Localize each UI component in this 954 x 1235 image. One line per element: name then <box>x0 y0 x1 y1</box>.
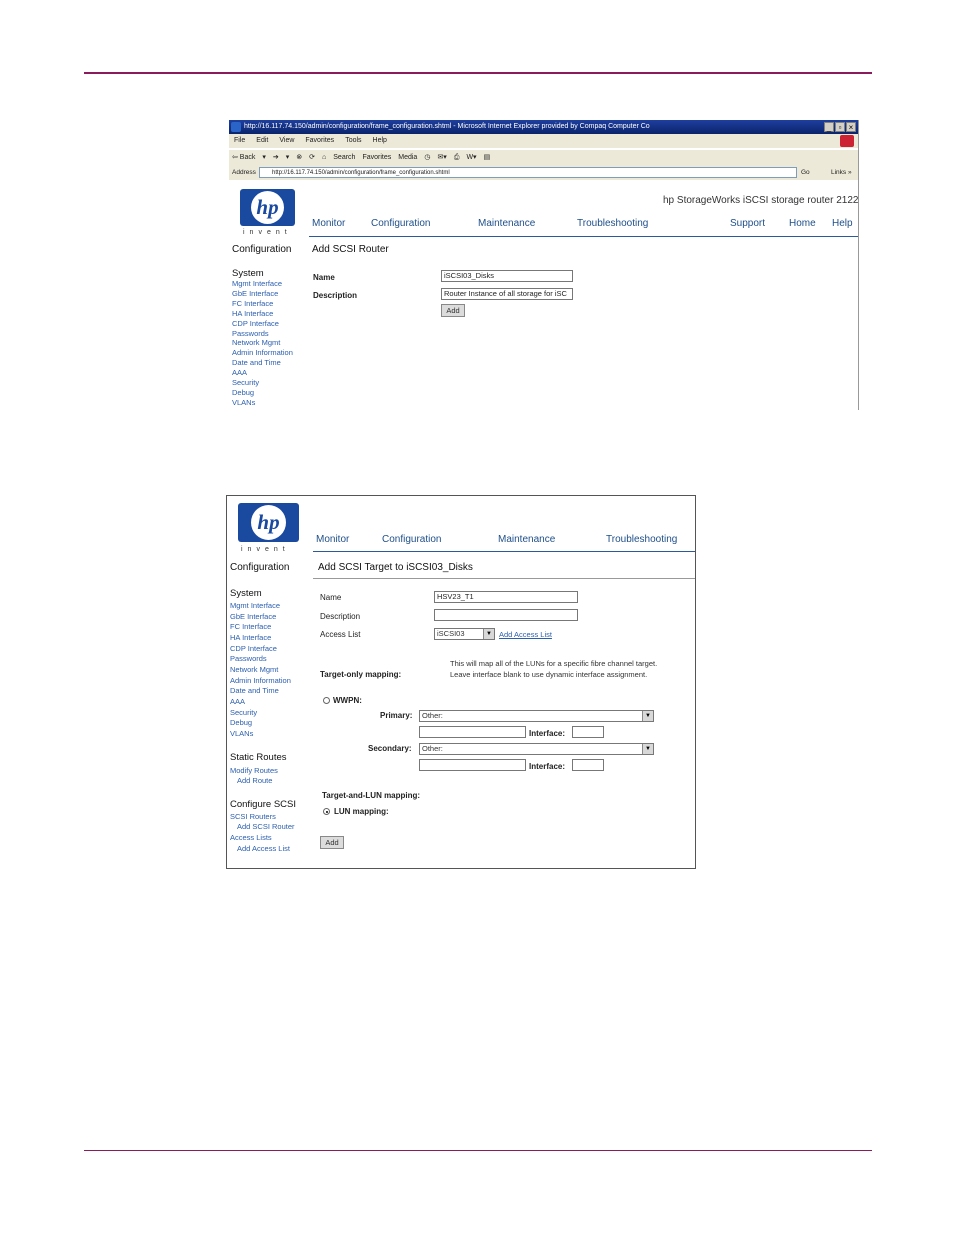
description-label: Description <box>320 612 361 621</box>
sidebar-link-debug[interactable]: Debug <box>230 718 253 728</box>
back-button[interactable]: ⇦ Back <box>232 154 256 161</box>
secondary-wwpn-input[interactable] <box>419 759 526 771</box>
mail-icon[interactable]: ✉▾ <box>437 154 447 161</box>
nav-maintenance[interactable]: Maintenance <box>478 218 536 229</box>
browser-toolbar <box>229 149 858 167</box>
description-input[interactable]: Router Instance of all storage for iSC <box>441 288 573 300</box>
sidebar-link-cdp-interface[interactable]: CDP Interface <box>232 318 279 328</box>
search-button[interactable]: Search <box>333 154 356 161</box>
forward-button[interactable]: ➔ <box>272 154 279 161</box>
primary-interface-input[interactable] <box>572 726 604 738</box>
nav-underline <box>313 551 696 552</box>
hp-logo-text: hp <box>251 505 286 540</box>
sidebar-link-fc-interface[interactable]: FC Interface <box>232 298 274 308</box>
target-only-mapping-label: Target-only mapping: <box>320 670 402 679</box>
access-list-label: Access List <box>320 630 361 639</box>
sidebar-link-mgmt-interface[interactable]: Mgmt Interface <box>230 601 281 610</box>
sidebar-link-passwords[interactable]: Passwords <box>232 328 269 338</box>
browser-title: http://16.117.74.150/admin/configuration/frame_configuration.shtml - Microsoft Internet Explorer provided by Compaq Computer Co <box>244 123 650 130</box>
nav-underline <box>309 236 858 237</box>
sidebar-head-configure-scsi: Configure SCSI <box>230 799 297 810</box>
sidebar-link-gbe-interface[interactable]: GbE Interface <box>232 288 279 298</box>
secondary-value: Other: <box>422 744 443 753</box>
address-input[interactable]: http://16.117.74.150/admin/configuration/frame_configuration.shtml <box>259 167 797 178</box>
ie-icon <box>231 122 241 132</box>
sidebar-link-modify-routes[interactable]: Modify Routes <box>230 766 278 775</box>
sidebar-link-network-mgmt[interactable]: Network Mgmt <box>230 664 279 674</box>
target-only-mapping-note: This will map all of the LUNs for a specific fibre channel target. Leave interface blank to use dynamic interface assignment. <box>450 659 658 679</box>
invent-tagline: invent <box>241 546 290 553</box>
name-input[interactable]: iSCSI03_Disks <box>441 270 573 282</box>
discuss-icon[interactable]: ▤ <box>483 154 491 161</box>
footer-rule <box>84 1150 872 1151</box>
add-access-list-link[interactable]: Add Access List <box>499 630 552 639</box>
browser-title-bar <box>229 120 858 134</box>
menu-favorites[interactable]: Favorites <box>305 137 335 144</box>
browser-logo-icon <box>840 135 854 147</box>
links-button[interactable]: Links » <box>831 169 852 176</box>
section-title: Configuration <box>232 244 292 255</box>
target-and-lun-mapping-label: Target-and-LUN mapping: <box>322 791 421 800</box>
refresh-icon[interactable]: ⟳ <box>309 154 316 161</box>
nav-maintenance[interactable]: Maintenance <box>498 534 556 545</box>
sidebar-link-vlans[interactable]: VLANs <box>230 728 254 738</box>
chevron-down-icon: ▼ <box>642 744 653 754</box>
hp-logo <box>238 503 299 542</box>
sidebar-link-mgmt-interface[interactable]: Mgmt Interface <box>232 279 283 288</box>
window-controls <box>824 122 856 132</box>
add-button[interactable]: Add <box>320 836 344 849</box>
access-list-value: iSCSI03 <box>437 629 465 638</box>
hp-logo-text: hp <box>251 191 284 224</box>
chevron-down-icon: ▼ <box>483 629 494 639</box>
add-button[interactable]: Add <box>441 304 465 317</box>
sidebar-link-gbe-interface[interactable]: GbE Interface <box>230 611 277 621</box>
page-title: Add SCSI Router <box>312 244 389 255</box>
nav-monitor[interactable]: Monitor <box>316 534 350 545</box>
home-icon[interactable]: ⌂ <box>322 154 327 161</box>
secondary-interface-label: Interface: <box>529 762 566 771</box>
history-icon[interactable]: ◷ <box>424 154 431 161</box>
sidebar-link-scsi-routers[interactable]: SCSI Routers <box>230 812 276 821</box>
nav-monitor[interactable]: Monitor <box>312 218 346 229</box>
lun-mapping-radio[interactable] <box>323 808 330 815</box>
menu-edit[interactable]: Edit <box>256 137 269 144</box>
primary-wwpn-input[interactable] <box>419 726 526 738</box>
nav-configuration[interactable]: Configuration <box>382 534 442 545</box>
nav-configuration[interactable]: Configuration <box>371 218 431 229</box>
title-underline <box>313 578 696 579</box>
primary-value: Other: <box>422 711 443 720</box>
sidebar-link-fc-interface[interactable]: FC Interface <box>230 622 272 632</box>
hp-logo <box>240 189 295 226</box>
secondary-interface-input[interactable] <box>572 759 604 771</box>
nav-troubleshooting[interactable]: Troubleshooting <box>577 218 649 229</box>
secondary-select[interactable] <box>419 743 654 755</box>
lun-mapping-label: LUN mapping: <box>334 807 389 816</box>
sidebar-link-debug[interactable]: Debug <box>232 387 255 397</box>
wwpn-label: WWPN: <box>333 696 362 705</box>
name-label: Name <box>313 273 335 282</box>
favorites-button[interactable]: Favorites <box>362 154 392 161</box>
nav-support[interactable]: Support <box>730 218 766 229</box>
sidebar-head-system: System <box>230 588 262 599</box>
nav-troubleshooting[interactable]: Troubleshooting <box>606 534 678 545</box>
nav-help[interactable]: Help <box>832 218 853 229</box>
sidebar-link-network-mgmt[interactable]: Network Mgmt <box>232 338 281 348</box>
invent-tagline: invent <box>243 229 292 236</box>
stop-icon[interactable]: ⊗ <box>296 154 303 161</box>
primary-select[interactable] <box>419 710 654 722</box>
header-rule <box>84 72 872 74</box>
sidebar-link-aaa[interactable]: AAA <box>230 696 246 706</box>
menu-file[interactable]: File <box>234 137 246 144</box>
description-label: Description <box>313 291 358 300</box>
chevron-down-icon: ▼ <box>642 711 653 721</box>
minimize-icon[interactable]: _ <box>824 122 834 132</box>
menu-bar <box>229 134 858 148</box>
page-title: Add SCSI Target to iSCSI03_Disks <box>318 562 473 573</box>
sidebar-link-admin-information[interactable]: Admin Information <box>230 675 291 685</box>
close-icon[interactable]: × <box>846 122 856 132</box>
section-title: Configuration <box>230 562 290 573</box>
browser-window-screenshot <box>229 120 859 410</box>
go-button[interactable]: Go <box>801 169 810 176</box>
menu-help[interactable]: Help <box>372 137 387 144</box>
sidebar-link-security[interactable]: Security <box>232 378 260 387</box>
sidebar-link-access-lists[interactable]: Access Lists <box>230 833 272 842</box>
sidebar-link-vlans[interactable]: VLANs <box>232 397 256 407</box>
add-scsi-target-screenshot <box>226 495 696 869</box>
access-list-select[interactable] <box>434 628 495 640</box>
primary-interface-label: Interface: <box>529 729 566 738</box>
primary-label: Primary: <box>380 711 413 720</box>
address-label: Address <box>232 169 256 176</box>
sidebar-head-system: System <box>232 268 264 279</box>
name-label: Name <box>320 593 342 602</box>
back-dropdown-icon[interactable]: ▾ <box>262 154 266 161</box>
maximize-icon[interactable]: ▫ <box>835 122 845 132</box>
address-bar <box>229 166 858 180</box>
sidebar-link-add-route[interactable]: Add Route <box>237 776 273 785</box>
menu-view[interactable]: View <box>279 137 295 144</box>
secondary-label: Secondary: <box>368 744 412 753</box>
product-name: hp StorageWorks iSCSI storage router 2122 <box>663 195 859 206</box>
wwpn-radio[interactable] <box>323 697 330 704</box>
sidebar-link-date-and-time[interactable]: Date and Time <box>230 686 279 696</box>
sidebar-link-add-scsi-router[interactable]: Add SCSI Router <box>237 822 295 831</box>
menu-tools[interactable]: Tools <box>345 137 362 144</box>
print-icon[interactable]: ⎙ <box>453 154 460 161</box>
sidebar-link-ha-interface[interactable]: HA Interface <box>230 632 272 642</box>
forward-dropdown-icon[interactable]: ▾ <box>285 154 290 161</box>
sidebar-link-admin-information[interactable]: Admin Information <box>232 348 293 358</box>
sidebar-link-passwords[interactable]: Passwords <box>230 654 267 664</box>
edit-word-icon[interactable]: W▾ <box>466 154 477 161</box>
sidebar-link-cdp-interface[interactable]: CDP Interface <box>230 643 277 653</box>
sidebar-head-static-routes: Static Routes <box>230 752 287 763</box>
sidebar-link-aaa[interactable]: AAA <box>232 368 248 378</box>
sidebar-link-ha-interface[interactable]: HA Interface <box>232 308 274 318</box>
sidebar-link-date-and-time[interactable]: Date and Time <box>232 358 281 368</box>
sidebar-link-add-access-list[interactable]: Add Access List <box>237 844 290 853</box>
name-input[interactable]: HSV23_T1 <box>434 591 578 603</box>
media-button[interactable]: Media <box>398 154 418 161</box>
nav-home[interactable]: Home <box>789 218 816 229</box>
description-input[interactable] <box>434 609 578 621</box>
sidebar-link-security[interactable]: Security <box>230 707 258 717</box>
